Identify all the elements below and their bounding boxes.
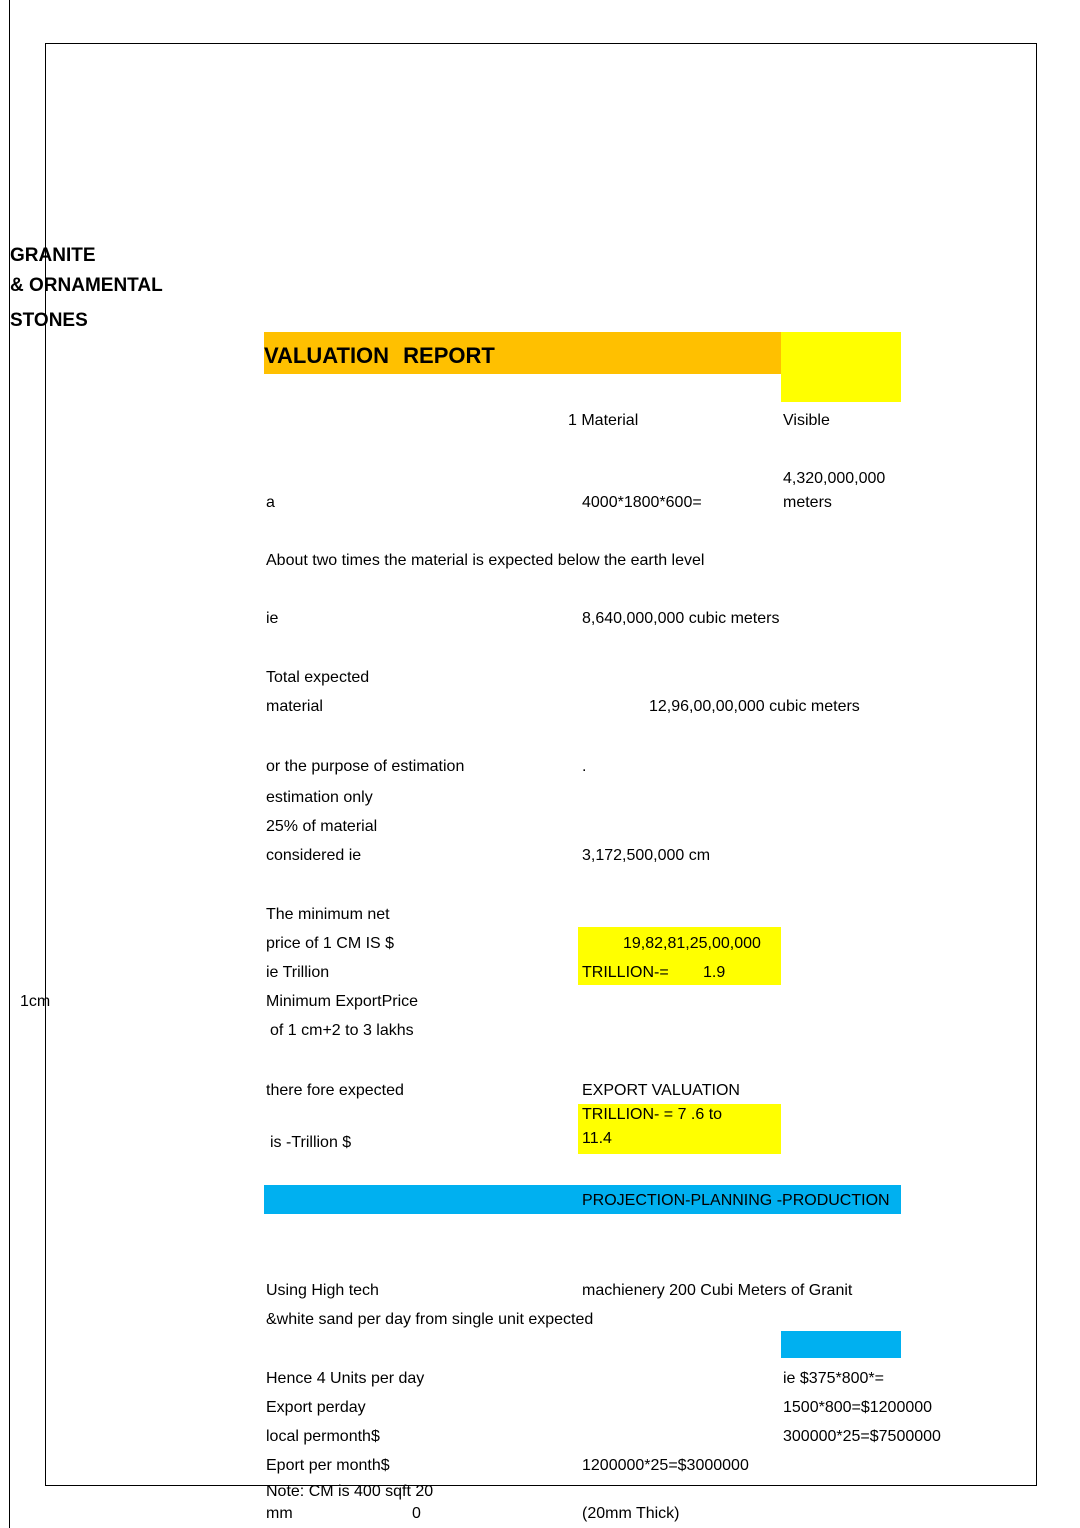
purpose-line4: considered ie xyxy=(266,847,362,864)
purpose-line1: or the purpose of estimation xyxy=(266,758,465,775)
note-line1: Note: CM is 400 sqft 20 xyxy=(266,1483,434,1500)
header-visible: Visible xyxy=(783,412,830,429)
report-title: VALUATION REPORT xyxy=(264,343,495,368)
export-line2: of 1 cm+2 to 3 lakhs xyxy=(270,1022,414,1039)
export-valuation-line2: 11.4 xyxy=(582,1130,612,1147)
row-a-formula: 4000*1800*600= xyxy=(582,494,702,511)
purpose-dot: . xyxy=(582,758,587,775)
left-border-line xyxy=(9,0,10,1528)
units-value: ie $375*800*= xyxy=(783,1370,884,1387)
export-valuation-line1: TRILLION- = 7 .6 to xyxy=(582,1106,723,1123)
yellow-header-cell xyxy=(781,332,901,402)
price-value: 19,82,81,25,00,000 xyxy=(623,935,761,952)
unit-note: 1cm xyxy=(20,993,51,1010)
note-line2: mm xyxy=(266,1505,293,1522)
trillion-label: TRILLION-= xyxy=(582,964,669,981)
hightech-value: machienery 200 Cubi Meters of Granit xyxy=(582,1282,853,1299)
export-perday-label: Export perday xyxy=(266,1399,366,1416)
row-a-value: 4,320,000,000 xyxy=(783,470,886,487)
below-earth-note: About two times the material is expected below the earth level xyxy=(266,552,705,569)
ie-value: 8,640,000,000 cubic meters xyxy=(582,610,780,627)
header-material: 1 Material xyxy=(568,412,639,429)
therefore-line1: there fore expected xyxy=(266,1082,404,1099)
total-label-line1: Total expected xyxy=(266,669,370,686)
company-name-line1: GRANITE xyxy=(10,245,96,266)
export-valuation-label: EXPORT VALUATION xyxy=(582,1082,740,1099)
company-name-line3: STONES xyxy=(10,310,88,331)
company-name-line2: & ORNAMENTAL xyxy=(10,275,163,296)
blue-cell xyxy=(781,1331,901,1358)
therefore-line2: is -Trillion $ xyxy=(270,1134,352,1151)
page-frame xyxy=(45,43,1037,1486)
local-label: local permonth$ xyxy=(266,1428,380,1445)
ie-label: ie xyxy=(266,610,279,627)
row-a-label: a xyxy=(266,494,275,511)
total-value: 12,96,00,00,000 cubic meters xyxy=(649,698,860,715)
projection-banner-text: PROJECTION-PLANNING -PRODUCTION xyxy=(582,1192,890,1209)
price-line2: price of 1 CM IS $ xyxy=(266,935,395,952)
price-line3: ie Trillion xyxy=(266,964,330,981)
note-thick: (20mm Thick) xyxy=(582,1505,680,1522)
local-value: 300000*25=$7500000 xyxy=(783,1428,941,1445)
purpose-line3: 25% of material xyxy=(266,818,378,835)
units-label: Hence 4 Units per day xyxy=(266,1370,425,1387)
price-line1: The minimum net xyxy=(266,906,390,923)
trillion-value: 1.9 xyxy=(703,964,726,981)
total-label-line2: material xyxy=(266,698,323,715)
considered-value: 3,172,500,000 cm xyxy=(582,847,711,864)
purpose-line2: estimation only xyxy=(266,789,373,806)
note-zero: 0 xyxy=(412,1505,421,1522)
sand-line: &white sand per day from single unit expected xyxy=(266,1311,594,1328)
eport-value: 1200000*25=$3000000 xyxy=(582,1457,749,1474)
eport-label: Eport per month$ xyxy=(266,1457,390,1474)
row-a-unit: meters xyxy=(783,494,832,511)
export-perday-value: 1500*800=$1200000 xyxy=(783,1399,933,1416)
hightech-label: Using High tech xyxy=(266,1282,379,1299)
export-line1: Minimum ExportPrice xyxy=(266,993,419,1010)
